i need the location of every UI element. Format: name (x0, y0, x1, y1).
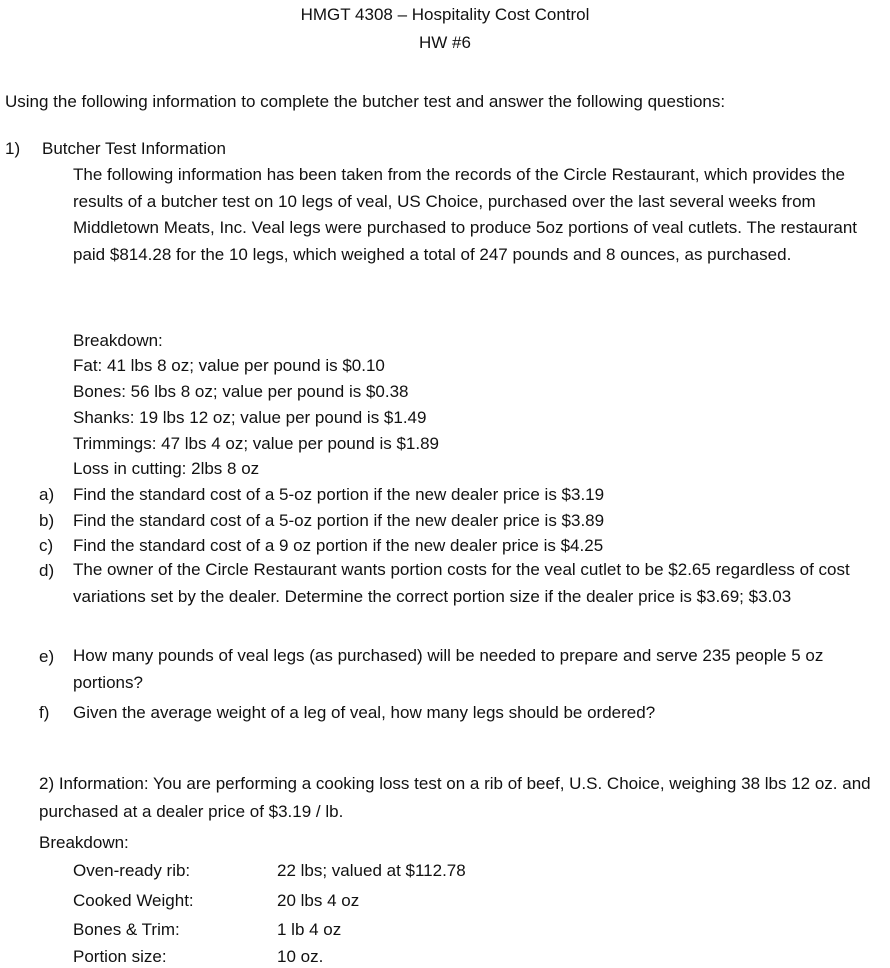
section-2-intro: 2) Information: You are performing a cooking loss test on a rib of beef, U.S. Choice, weighing 38 lbs 12 oz. and purchased at a dealer price of $3.19 / lb. (39, 774, 871, 821)
question-b: Find the standard cost of a 5-oz portion if the new dealer price is $3.89 (73, 511, 605, 530)
question-a: Find the standard cost of a 5-oz portion if the new dealer price is $3.19 (73, 485, 605, 504)
section-2-breakdown-label: Breakdown: (39, 833, 129, 852)
breakdown-trimmings: Trimmings: 47 lbs 4 oz; value per pound is $1.89 (73, 434, 440, 453)
cooked-weight-label: Cooked Weight: (73, 891, 194, 910)
rib-label: Oven-ready rib: (73, 861, 191, 880)
question-f: Given the average weight of a leg of veal, how many legs should be ordered? (73, 703, 656, 722)
breakdown-loss: Loss in cutting: 2lbs 8 oz (73, 459, 260, 478)
portion-size-value: 10 oz. (277, 947, 324, 966)
rib-value: 22 lbs; valued at $112.78 (277, 861, 466, 880)
homework-number: HW #6 (419, 33, 471, 52)
bones-trim-value: 1 lb 4 oz (277, 920, 342, 939)
document-title: HMGT 4308 – Hospitality Cost Control (300, 5, 590, 24)
question-e: How many pounds of veal legs (as purchased) will be needed to prepare and serve 235 people 5 oz portions? (73, 646, 824, 692)
question-e-letter: e) (39, 647, 55, 666)
breakdown-fat: Fat: 41 lbs 8 oz; value per pound is $0.10 (73, 356, 385, 375)
question-a-letter: a) (39, 485, 55, 504)
breakdown-bones: Bones: 56 lbs 8 oz; value per pound is $0.38 (73, 382, 409, 401)
question-c-letter: c) (39, 536, 54, 555)
cooked-weight-value: 20 lbs 4 oz (277, 891, 360, 910)
section-1-number: 1) (5, 139, 21, 158)
question-f-letter: f) (39, 703, 50, 722)
bones-trim-label: Bones & Trim: (73, 920, 180, 939)
portion-size-label: Portion size: (73, 947, 167, 966)
section-1-title: Butcher Test Information (42, 139, 226, 158)
question-d-letter: d) (39, 561, 55, 580)
question-d: The owner of the Circle Restaurant wants portion costs for the veal cutlet to be $2.65 regardless of cost variations set by the dealer. Determine the correct portion size if the dealer price is $3.69; $3.03 (73, 560, 850, 606)
question-c: Find the standard cost of a 9 oz portion if the new dealer price is $4.25 (73, 536, 604, 555)
instructions: Using the following information to complete the butcher test and answer the following questions: (5, 92, 726, 111)
section-1-paragraph: The following information has been taken from the records of the Circle Restaurant, which provides the results of a butcher test on 10 legs of veal, US Choice, purchased over the last several weeks from Middletown Meats, Inc. Veal legs were purchased to produce 5oz portions of veal cutlets. The restaurant paid $814.28 for the 10 legs, which weighed a total of 247 pounds and 8 ounces, as purchased. (73, 165, 858, 264)
breakdown-shanks: Shanks: 19 lbs 12 oz; value per pound is $1.49 (73, 408, 427, 427)
breakdown-label: Breakdown: (73, 331, 163, 350)
question-b-letter: b) (39, 511, 55, 530)
